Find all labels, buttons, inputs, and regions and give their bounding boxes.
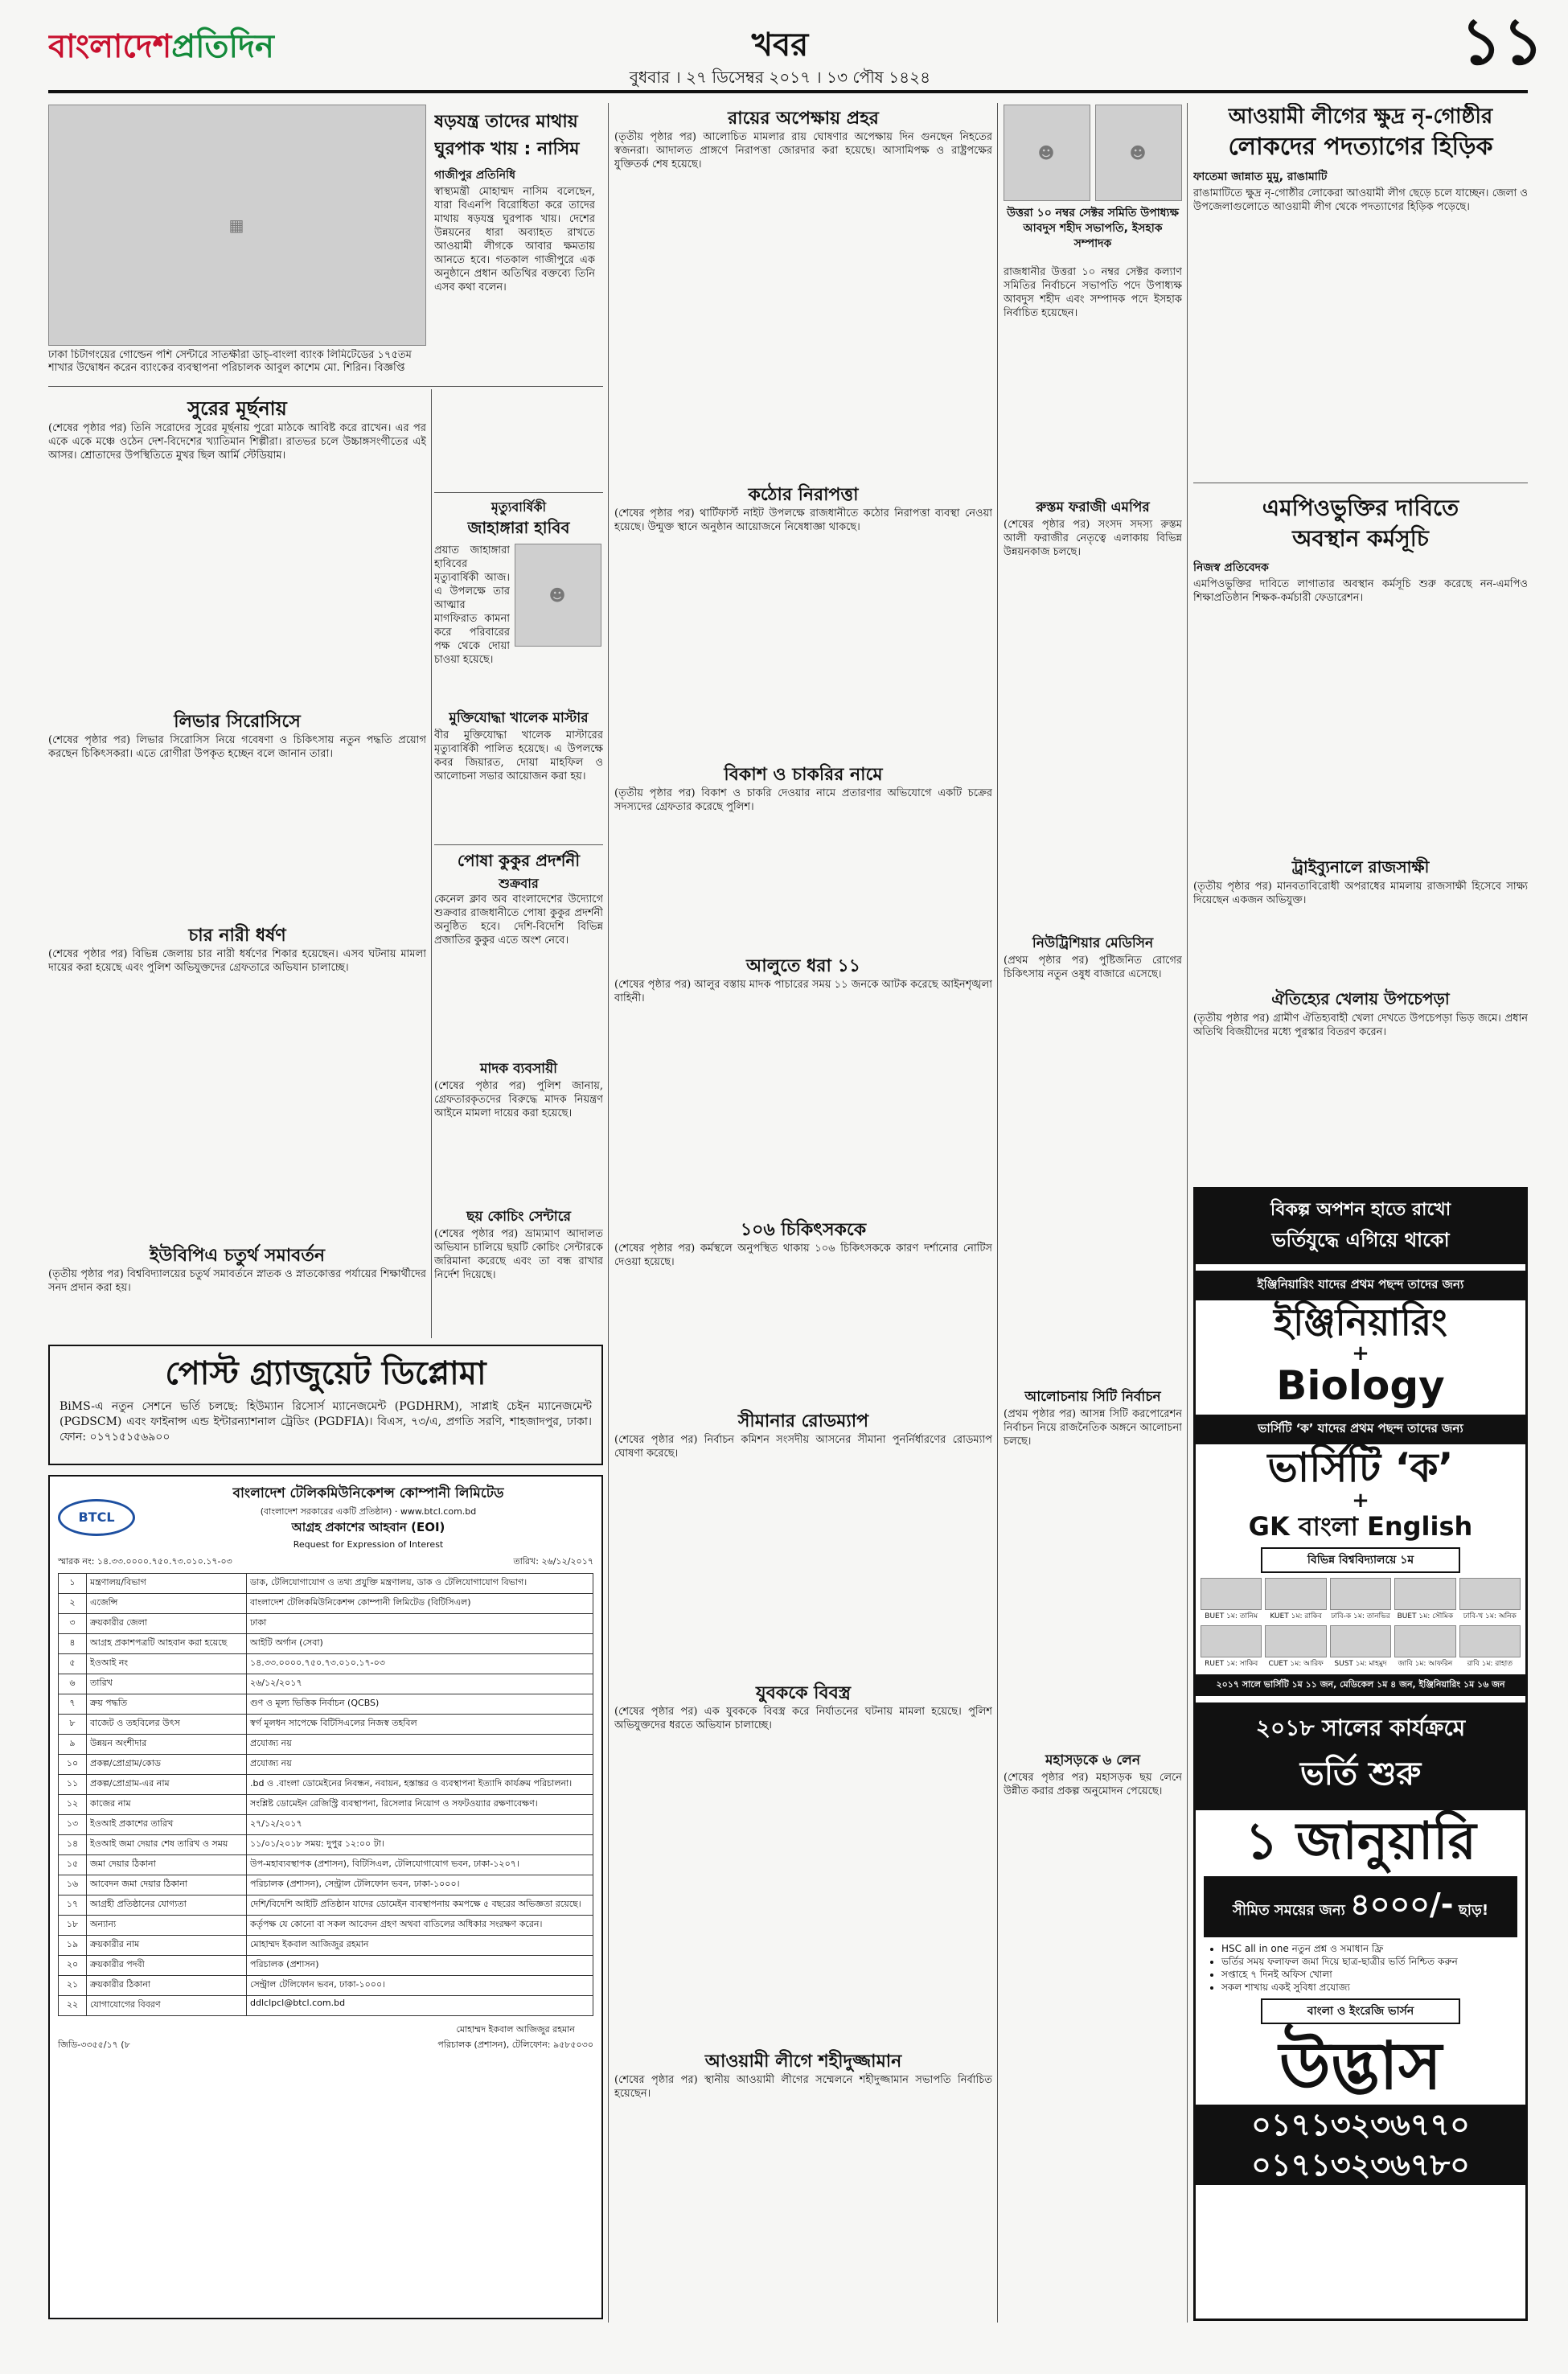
table-cell-no: ১০ [59, 1755, 87, 1775]
section-title: খবর [751, 27, 809, 64]
table-cell-no: ৪ [59, 1634, 87, 1654]
table-cell-v: উপ-মহাব্যবস্থাপক (প্রশাসন), বিটিসিএল, টেলিযোগাযোগ ভবন, ঢাকা-১২০৭। [247, 1855, 593, 1875]
topper-card [1394, 1578, 1455, 1622]
topper-card [1459, 1625, 1521, 1670]
ad-gk: GK বাংলা English [1248, 1511, 1473, 1542]
story-body: (শেষের পৃষ্ঠার পর) তিনি সরোদের সুরের মূর্ছনায় পুরো মাঠকে আবিষ্ট করে রাখেন। এর পর একে একে মঞ্চে ওঠেন দেশ-বিদেশের খ্যাতিমান শিল্পীরা। রাতভর চলে উচ্চাঙ্গসংগীতের এই আসর। শ্রোতাদের উপস্থিতিতে মুখর ছিল আর্মি স্টেডিয়াম। [48, 422, 426, 462]
topper-label: SUST ১ম: মাহমুদ [1334, 1660, 1387, 1668]
table-cell-v: ১৪.৩৩.০০০০.৭৫০.৭৩.০১০.১৭-০৩ [247, 1654, 593, 1674]
topper-card [1201, 1578, 1262, 1622]
table-cell-no: ১১ [59, 1775, 87, 1795]
topper-photo [1265, 1578, 1326, 1610]
story-headline: রায়ের অপেক্ষায় প্রহর [728, 109, 879, 129]
topper-label: RUET ১ম: সাকিব [1205, 1660, 1258, 1668]
table-cell-v: মোহাম্মদ ইকবাল আজিজুর রহমান [247, 1936, 593, 1956]
story-body: স্বাস্থ্যমন্ত্রী মোহাম্মদ নাসিম বলেছেন, যারা বিএনপি বিরোধিতা করে তাদের মাথায় ষড়যন্ত্র ঘুরপাক খায়। দেশের উন্নয়নের ধারা অব্যাহত রাখতে আওয়ামী লীগকে আবার ক্ষমতায় আনতে হবে। গতকাল গাজীপুরে এক অনুষ্ঠানে প্রধান অতিথির বক্তব্যে তিনি এসব কথা বলেন। [434, 186, 595, 294]
table-cell-v: ddlclpcl@btcl.com.bd [247, 1996, 593, 2016]
table-cell-k: জমা দেয়ার ঠিকানা [87, 1855, 247, 1875]
udbhash-ad [1193, 1187, 1528, 2321]
ad-admission: ভর্তি শুরু [1299, 1756, 1422, 1793]
obituary-heading: মৃত্যুবার্ষিকী [491, 499, 547, 515]
ad-tagline: বিকল্প অপশন হাতে রাখো [1270, 1200, 1451, 1220]
ad-for-varsity: ভার্সিটি ‘ক’ যাদের প্রথম পছন্দ তাদের জন্য [1196, 1415, 1525, 1444]
obituary-portrait: ☻ [515, 544, 601, 647]
topper-photo [1394, 1578, 1455, 1610]
table-cell-v: পরিচালক (প্রশাসন) [247, 1956, 593, 1976]
story-body: (শেষের পৃষ্ঠার পর) সংসদ সদস্য রুস্তম আলী ফরাজীর নেতৃত্বে এলাকায় বিভিন্ন উন্নয়নকাজ চলছে। [1004, 519, 1182, 558]
btcl-org: বাংলাদেশ টেলিকমিউনিকেশন্স কোম্পানী লিমিটেড [232, 1485, 504, 1501]
story-body: কেনেল ক্লাব অব বাংলাদেশের উদ্যোগে শুক্রবার রাজধানীতে পোষা কুকুর প্রদর্শনী অনুষ্ঠিত হবে। দেশি-বিদেশি বিভিন্ন প্রজাতির কুকুর এতে অংশ নেবে। [434, 893, 603, 947]
topper-photo [1201, 1625, 1262, 1657]
table-cell-no: ১৫ [59, 1855, 87, 1875]
table-row [59, 1614, 593, 1634]
btcl-date: তারিখ: ২৬/১২/২০১৭ [513, 1556, 593, 1567]
toppers-grid [1196, 1573, 1525, 1674]
story-body: (শেষের পৃষ্ঠার পর) লিভার সিরোসিস নিয়ে গবেষণা ও চিকিৎসায় নতুন পদ্ধতি প্রয়োগ করছেন চিকিৎসকরা। এতে রোগীরা উপকৃত হচ্ছেন বলে জানান তারা। [48, 734, 426, 760]
table-cell-no: ১৭ [59, 1896, 87, 1916]
logo-part1: বাংলাদেশ [48, 28, 172, 65]
ad-phone: ০১৭১৩২৩৬৭৮০ [1196, 2145, 1525, 2185]
table-cell-k: আগ্রহ প্রকাশপত্রটি আহবান করা হয়েছে [87, 1634, 247, 1654]
table-cell-no: ৫ [59, 1654, 87, 1674]
table-cell-no: ১৯ [59, 1936, 87, 1956]
table-row [59, 1996, 593, 2016]
story-body: (শেষের পৃষ্ঠার পর) বিভিন্ন জেলায় চার নারী ধর্ষণের শিকার হয়েছেন। এসব ঘটনায় মামলা দায়ের করা হয়েছে এবং পুলিশ অভিযুক্তদের গ্রেফতারে অভিযান চালাচ্ছে। [48, 948, 426, 974]
table-cell-v: বাংলাদেশ টেলিকমিউনিকেশন্স কোম্পানী লিমিটেড (বিটিসিএল) [247, 1594, 593, 1614]
lead-byline: ফাতেমা জান্নাত মুমু, রাঙামাটি [1193, 170, 1328, 183]
story-body: (তৃতীয় পৃষ্ঠার পর) মানবতাবিরোধী অপরাধের মামলায় রাজসাক্ষী হিসেবে সাক্ষ্য দিয়েছেন একজন অভিযুক্ত। [1193, 881, 1528, 906]
ad-first-label: বিভিন্ন বিশ্ববিদ্যালয়ে ১ম [1261, 1547, 1460, 1573]
story-subhead: শুক্রবার [499, 876, 539, 891]
story-body: (প্রথম পৃষ্ঠার পর) পুষ্টিজনিত রোগের চিকিৎসায় নতুন ওষুধ বাজারে এসেছে। [1004, 955, 1182, 980]
list-item: • সপ্তাহে ৭ দিনই অফিস খোলা [1221, 1968, 1514, 1981]
topper-photo [1265, 1625, 1326, 1657]
table-row [59, 1735, 593, 1755]
table-cell-v: ২৭/১২/২০১৭ [247, 1815, 593, 1835]
table-row [59, 1755, 593, 1775]
table-cell-no: ৮ [59, 1715, 87, 1735]
story-body: (তৃতীয় পৃষ্ঠার পর) বিকাশ ও চাকরি দেওয়ার নামে প্রতারণার অভিযোগে একটি চক্রের সদস্যদের গ্রেফতার করেছে পুলিশ। [614, 787, 992, 813]
table-cell-k: আবেদন জমা দেয়ার ঠিকানা [87, 1875, 247, 1896]
logo-part2: প্রতিদিন [171, 28, 274, 65]
table-row [59, 1815, 593, 1835]
topper-photo [1330, 1578, 1391, 1610]
story-headline: আওয়ামী লীগে শহীদুজ্জামান [704, 2052, 902, 2072]
story-body: বীর মুক্তিযোদ্ধা খালেক মাস্টারের মৃত্যুবার্ষিকী পালিত হয়েছে। এ উপলক্ষে কবর জিয়ারত, দোয়া মাহফিল ও আলোচনা সভার আয়োজন করা হয়। [434, 729, 603, 782]
btcl-code: জিডি-৩৩৫৫/১৭ (৮ [58, 2039, 130, 2050]
topper-label: BUET ১ম: তানিম [1205, 1612, 1258, 1620]
story-body: (শেষের পৃষ্ঠার পর) স্থানীয় আওয়ামী লীগের সম্মেলনে শহীদুজ্জামান সভাপতি নির্বাচিত হয়েছেন। [614, 2074, 992, 2100]
table-row [59, 1694, 593, 1715]
photo-placeholder: ▦ [228, 216, 246, 235]
table-row [59, 1936, 593, 1956]
table-cell-k: যোগাযোগের বিবরণ [87, 1996, 247, 2016]
table-cell-k: তারিখ [87, 1674, 247, 1694]
table-cell-k: ক্রয়কারীর জেলা [87, 1614, 247, 1634]
btcl-table [58, 1573, 593, 2016]
story-headline: অবস্থান কর্মসূচি [1292, 525, 1429, 552]
table-cell-k: ইওআই প্রকাশের তারিখ [87, 1815, 247, 1835]
table-row [59, 1674, 593, 1694]
table-cell-v: পরিচালক (প্রশাসন), সেন্ট্রাল টেলিফোন ভবন, ঢাকা-১০০০। [247, 1875, 593, 1896]
table-cell-k: বাজেট ও তহবিলের উৎস [87, 1715, 247, 1735]
table-row [59, 1795, 593, 1815]
table-cell-no: ১৮ [59, 1916, 87, 1936]
story-headline: বিকাশ ও চাকরির নামে [724, 765, 883, 785]
table-cell-v: ঢাকা [247, 1614, 593, 1634]
topper-photo [1459, 1625, 1521, 1657]
table-row [59, 1896, 593, 1916]
event-photo [48, 105, 426, 346]
table-cell-no: ৯ [59, 1735, 87, 1755]
topper-label: KUET ১ম: রাকিব [1270, 1612, 1322, 1620]
table-cell-no: ৭ [59, 1694, 87, 1715]
table-cell-no: ৬ [59, 1674, 87, 1694]
postgrad-title: পোস্ট গ্র্যাজুয়েট ডিপ্লোমা [165, 1355, 486, 1392]
table-cell-k: অন্যান্য [87, 1916, 247, 1936]
table-row [59, 1875, 593, 1896]
story-headline: ষড়যন্ত্র তাদের মাথায় [434, 112, 578, 132]
story-body: (তৃতীয় পৃষ্ঠার পর) আলোচিত মামলার রায় ঘোষণার অপেক্ষায় দিন গুনছেন নিহতের স্বজনরা। আদালত প্রাঙ্গণে নিরাপত্তা জোরদার করা হয়েছে। আসামিপক্ষ ও রাষ্ট্রপক্ষের যুক্তিতর্ক শেষ হয়েছে। [614, 131, 992, 170]
ad-version: বাংলা ও ইংরেজি ভার্সন [1261, 1998, 1460, 2024]
story-body: (শেষের পৃষ্ঠার পর) থার্টিফার্স্ট নাইট উপলক্ষে রাজধানীতে কঠোর নিরাপত্তা ব্যবস্থা নেওয়া হয়েছে। উন্মুক্ত স্থানে অনুষ্ঠান আয়োজনে নিষেধাজ্ঞা থাকছে। [614, 507, 992, 533]
table-cell-no: ১২ [59, 1795, 87, 1815]
story-byline: গাজীপুর প্রতিনিধি [434, 169, 516, 182]
table-cell-no: ২০ [59, 1956, 87, 1976]
ad-varsity: ভার্সিটি ‘ক’ [1267, 1444, 1454, 1491]
topper-card [1459, 1578, 1521, 1622]
table-cell-no: ২১ [59, 1976, 87, 1996]
story-headline: সুরের মূর্ছনায় [187, 397, 287, 420]
story-body: (শেষের পৃষ্ঠার পর) নির্বাচন কমিশন সংসদীয় আসনের সীমানা পুনর্নির্ধারণের রোডম্যাপ ঘোষণা করেছে। [614, 1434, 992, 1460]
story-headline: এমপিওভুক্তির দাবিতে [1262, 495, 1459, 521]
topper-label: CUET ১ম: আরিফ [1268, 1660, 1324, 1668]
table-cell-k: আগ্রহী প্রতিষ্ঠানের যোগ্যতা [87, 1896, 247, 1916]
story-body: (তৃতীয় পৃষ্ঠার পর) গ্রামীণ ঐতিহ্যবাহী খেলা দেখতে উপচেপড়া ভিড় জমে। প্রধান অতিথি বিজয়ীদের মধ্যে পুরস্কার বিতরণ করেন। [1193, 1012, 1528, 1038]
ad-ribbon: ২০১৭ সালে ভার্সিটি ১ম ১১ জন, মেডিকেল ১ম ৪ জন, ইঞ্জিনিয়ারিং ১ম ১৬ জন [1196, 1674, 1525, 1696]
story-headline: মুক্তিযোদ্ধা খালেক মাস্টার [449, 710, 589, 726]
story-headline: চার নারী ধর্ষণ [188, 926, 286, 946]
btcl-signature: মোহাম্মদ ইকবাল আজিজুর রহমান [456, 2024, 575, 2035]
obituary-body: প্রয়াত জাহাঙ্গারা হাবিবের মৃত্যুবার্ষিকী আজ। এ উপলক্ষে তার আত্মার মাগফিরাত কামনা করে পরিবারের পক্ষ থেকে দোয়া চাওয়া হয়েছে। [434, 544, 510, 666]
table-cell-k: ক্রয় পদ্ধতি [87, 1694, 247, 1715]
list-item: • HSC all in one নতুন প্রশ্ন ও সমাধান ফ্রি [1221, 1942, 1514, 1955]
table-row [59, 1916, 593, 1936]
story-body: (শেষের পৃষ্ঠার পর) আলুর বস্তায় মাদক পাচারের সময় ১১ জনকে আটক করেছে আইনশৃঙ্খলা বাহিনী। [614, 979, 992, 1004]
ad-year-line: ২০১৮ সালের কার্যক্রমে [1255, 1715, 1466, 1741]
table-row [59, 1956, 593, 1976]
story-headline: ছয় কোচিং সেন্টারে [466, 1209, 571, 1225]
topper-card [1394, 1625, 1455, 1670]
btcl-memo: স্মারক নং: ১৪.৩৩.০০০০.৭৫০.৭৩.০১০.১৭-০৩ [58, 1556, 232, 1567]
btcl-sub: (বাংলাদেশ সরকারের একটি প্রতিষ্ঠান) · www.btcl.com.bd [260, 1506, 477, 1517]
story-headline: যুবককে বিবস্ত্র [755, 1683, 852, 1703]
table-cell-v: আইটি অর্গান (সেবা) [247, 1634, 593, 1654]
ad-discount: সীমিত সময়ের জন্য ৪০০০/- ছাড়! [1204, 1876, 1517, 1937]
story-headline: কঠোর নিরাপত্তা [748, 485, 859, 505]
btcl-signature-role: পরিচালক (প্রশাসন), টেলিফোন: ৯৫৮৫০৩০ [437, 2039, 593, 2050]
ad-tagline: ভর্তিযুদ্ধে এগিয়ে থাকো [1271, 1229, 1450, 1251]
ad-brand: উদ্ভাস [1279, 2028, 1443, 2105]
topper-label: BUET ১ম: সৌমিক [1397, 1612, 1454, 1620]
masthead-rule [48, 90, 1528, 93]
ad-engineering: ইঞ্জিনিয়ারিং [1274, 1300, 1447, 1344]
topper-photo [1459, 1578, 1521, 1610]
profile-photo: ☻ [1095, 105, 1182, 201]
story-headline: সীমানার রোডম্যাপ [737, 1411, 869, 1431]
table-cell-v: .bd ও .বাংলা ডোমেইনের নিবন্ধন, নবায়ন, হস্তান্তর ও ব্যবস্থাপনা ইত্যাদি কার্যক্রম পরিচালনা। [247, 1775, 593, 1795]
table-row [59, 1594, 593, 1614]
story-headline: আলুতে ধরা ১১ [745, 956, 861, 976]
topper-card [1330, 1625, 1391, 1670]
story-headline: ট্রাইব্যুনালে রাজসাক্ষী [1291, 857, 1430, 877]
ad-for-engineering: ইঞ্জিনিয়ারিং যাদের প্রথম পছন্দ তাদের জন্য [1196, 1271, 1525, 1300]
story-headline: মহাসড়কে ৬ লেন [1045, 1752, 1140, 1768]
topper-card [1201, 1625, 1262, 1670]
table-cell-k: মন্ত্রণালয়/বিভাগ [87, 1574, 247, 1594]
topper-photo [1394, 1625, 1455, 1657]
table-cell-v: গুণ ও মূল্য ভিত্তিক নির্বাচন (QCBS) [247, 1694, 593, 1715]
table-cell-v: সেন্ট্রাল টেলিফোন ভবন, ঢাকা-১০০০। [247, 1976, 593, 1996]
topper-card [1330, 1578, 1391, 1622]
topper-label: রাবি ১ম: রাহাত [1467, 1660, 1513, 1668]
story-headline: পোষা কুকুর প্রদর্শনী [457, 851, 581, 870]
page-number: ১১ [1460, 10, 1544, 74]
table-row [59, 1654, 593, 1674]
table-row [59, 1835, 593, 1855]
table-cell-k: ইওআই নং [87, 1654, 247, 1674]
table-row [59, 1976, 593, 1996]
table-cell-no: ১ [59, 1574, 87, 1594]
table-cell-v: প্রযোজ্য নয় [247, 1755, 593, 1775]
topper-photo [1330, 1625, 1391, 1657]
table-cell-k: ক্রয়কারীর পদবী [87, 1956, 247, 1976]
btcl-logo: BTCL [58, 1499, 135, 1536]
postgrad-ad [48, 1345, 603, 1465]
table-cell-no: ১৪ [59, 1835, 87, 1855]
dateline: বুধবার । ২৭ ডিসেম্বর ২০১৭ । ১৩ পৌষ ১৪২৪ [629, 68, 931, 87]
table-cell-k: কাজের নাম [87, 1795, 247, 1815]
table-cell-k: ক্রয়কারীর ঠিকানা [87, 1976, 247, 1996]
ad-date-big: ১ জানুয়ারি [1245, 1812, 1476, 1871]
lead-headline: আওয়ামী লীগের ক্ষুদ্র নৃ-গোষ্ঠীর [1228, 105, 1493, 129]
table-cell-no: ২২ [59, 1996, 87, 2016]
table-cell-k: উন্নয়ন অংশীদার [87, 1735, 247, 1755]
list-item: • সকল শাখায় একই সুবিধা প্রযোজ্য [1221, 1981, 1514, 1994]
lead-headline: লোকদের পদত্যাগের হিড়িক [1228, 133, 1493, 161]
story-headline: ঘুরপাক খায় : নাসিম [434, 139, 580, 159]
story-body: (শেষের পৃষ্ঠার পর) কর্মস্থলে অনুপস্থিত থাকায় ১০৬ চিকিৎসককে কারণ দর্শানোর নোটিস দেওয়া হয়েছে। [614, 1242, 992, 1268]
table-cell-no: ৩ [59, 1614, 87, 1634]
table-cell-k: ইওআই জমা দেয়ার শেষ তারিখ ও সময় [87, 1835, 247, 1855]
story-body: এমপিওভুক্তির দাবিতে লাগাতার অবস্থান কর্মসূচি শুরু করেছে নন-এমপিও শিক্ষাপ্রতিষ্ঠান শিক্ষক-কর্মচারী ফেডারেশন। [1193, 578, 1528, 604]
photo-caption: ঢাকা চিটাগংয়ের গোল্ডেন পশি সেন্টারে সাতক্ষীরা ডাচ্‌-বাংলা ব্যাংক লিমিটেডের ১৭৫তম শাখার উদ্বোধন করেন ব্যাংকের ব্যবস্থাপনা পরিচালক আবুল কাশেম মো. শিরিন। বিজ্ঞপ্তি [48, 349, 412, 374]
list-item: • ভর্তির সময় ফলাফল জমা দিয়ে ছাত্র-ছাত্রীর ভর্তি নিশ্চিত করুন [1221, 1955, 1514, 1968]
table-cell-v: ডাক, টেলিযোগাযোগ ও তথ্য প্রযুক্তি মন্ত্রণালয়, ডাক ও টেলিযোগাযোগ বিভাগ। [247, 1574, 593, 1594]
table-cell-no: ১৩ [59, 1815, 87, 1835]
story-byline: নিজস্ব প্রতিবেদক [1193, 561, 1269, 574]
btcl-notice [48, 1475, 603, 2319]
table-cell-no: ১৬ [59, 1875, 87, 1896]
topper-label: ঢাবি-ক ১ম: তানভির [1331, 1612, 1390, 1620]
table-cell-v: সংশ্লিষ্ট ডোমেইন রেজিস্ট্রি ব্যবস্থাপনা, রিসেলার নিয়োগ ও সফটওয়্যার রক্ষণাবেক্ষণ। [247, 1795, 593, 1815]
topper-label: ঢাবি-খ ১ম: অনিক [1463, 1612, 1517, 1620]
story-headline: আলোচনায় সিটি নির্বাচন [1024, 1389, 1161, 1405]
table-cell-v: দেশি/বিদেশি আইটি প্রতিষ্ঠান যাদের ডোমেইন ব্যবস্থাপনায় কমপক্ষে ৫ বছরের অভিজ্ঞতা রয়েছে। [247, 1896, 593, 1916]
table-cell-v: প্রযোজ্য নয় [247, 1735, 593, 1755]
table-cell-v: স্বর্গ মূলধন সাপেক্ষে বিটিসিএলের নিজস্ব তহবিল [247, 1715, 593, 1735]
topper-card [1265, 1625, 1326, 1670]
ad-plus: + [1352, 1341, 1369, 1366]
table-row [59, 1634, 593, 1654]
ad-plus: + [1352, 1489, 1369, 1513]
postgrad-body: BiMS-এ নতুন সেশনে ভর্তি চলছে: হিউম্যান রিসোর্স ম্যানেজমেন্ট (PGDHRM), সাপ্লাই চেইন ম্যানেজমেন্ট (PGDSCM) এবং ফাইনান্স এন্ড ইন্টারন্যাশনাল ট্রেডিং (PGDFIA)। বিএস, ৭৩/এ, প্রগতি সরণি, শাহজাদপুর, ঢাকা। ফোন: ০১৭১৫১৫৬৯০০ [60, 1400, 592, 1444]
newspaper-logo [48, 21, 314, 66]
story-body: (প্রথম পৃষ্ঠার পর) আসন্ন সিটি করপোরেশন নির্বাচন নিয়ে রাজনৈতিক অঙ্গনে আলোচনা চলছে। [1004, 1408, 1182, 1448]
topper-card [1265, 1578, 1326, 1622]
story-headline: নিউট্রিশিয়ার মেডিসিন [1032, 935, 1154, 951]
story-headline: ঐতিহ্যের খেলায় উপচেপড়া [1271, 989, 1450, 1008]
table-cell-v: কর্তৃপক্ষ যে কোনো বা সকল আবেদন গ্রহণ অথবা বাতিলের অধিকার সংরক্ষণ করেন। [247, 1916, 593, 1936]
topper-photo [1201, 1578, 1262, 1610]
story-body: (শেষের পৃষ্ঠার পর) মহাসড়ক ছয় লেনে উন্নীত করার প্রকল্প অনুমোদন পেয়েছে। [1004, 1772, 1182, 1797]
story-headline: ইউবিপিএ চতুর্থ সমাবর্তন [149, 1246, 326, 1266]
story-headline: ১০৬ চিকিৎসককে [740, 1220, 867, 1240]
story-body: (শেষের পৃষ্ঠার পর) পুলিশ জানায়, গ্রেফতারকৃতদের বিরুদ্ধে মাদক নিয়ন্ত্রণ আইনে মামলা দায়ের করা হয়েছে। [434, 1080, 603, 1119]
table-cell-v: ২৬/১২/২০১৭ [247, 1674, 593, 1694]
lead-body: রাঙামাটিতে ক্ষুদ্র নৃ-গোষ্ঠীর লোকেরা আওয়ামী লীগ ছেড়ে চলে যাচ্ছেন। জেলা ও উপজেলাগুলোতে আওয়ামী লীগ থেকে পদত্যাগের হিড়িক পড়েছে। [1193, 187, 1528, 213]
topper-label: জাবি ১ম: আফরিন [1398, 1660, 1453, 1668]
story-body: রাজধানীর উত্তরা ১০ নম্বর সেক্টর কল্যাণ সমিতির নির্বাচনে সভাপতি পদে উপাধ্যক্ষ আবদুস শহীদ এবং সম্পাদক পদে ইসহাক নির্বাচিত হয়েছেন। [1004, 266, 1182, 319]
btcl-title-en: Request for Expression of Interest [293, 1539, 444, 1550]
obituary-name: জাহাঙ্গারা হাবিব [467, 518, 570, 537]
ad-notes [1207, 1942, 1514, 1994]
table-cell-k: প্রকল্প/প্রোগ্রাম-এর নাম [87, 1775, 247, 1795]
table-cell-k: প্রকল্প/প্রোগ্রাম/কোড [87, 1755, 247, 1775]
table-cell-k: এজেন্সি [87, 1594, 247, 1614]
story-headline: লিভার সিরোসিসে [174, 712, 301, 732]
table-row [59, 1775, 593, 1795]
table-row [59, 1715, 593, 1735]
story-headline: মাদক ব্যবসায়ী [479, 1061, 557, 1077]
profile-photo: ☻ [1004, 105, 1090, 201]
table-cell-k: ক্রয়কারীর নাম [87, 1936, 247, 1956]
btcl-title: আগ্রহ প্রকাশের আহবান (EOI) [291, 1520, 445, 1534]
table-cell-no: ২ [59, 1594, 87, 1614]
story-body: (শেষের পৃষ্ঠার পর) এক যুবককে বিবস্ত্র করে নির্যাতনের ঘটনায় মামলা হয়েছে। পুলিশ অভিযুক্তদের ধরতে অভিযান চালাচ্ছে। [614, 1706, 992, 1731]
story-body: (তৃতীয় পৃষ্ঠার পর) বিশ্ববিদ্যালয়ের চতুর্থ সমাবর্তনে স্নাতক ও স্নাতকোত্তর পর্যায়ের শিক্ষার্থীদের সনদ প্রদান করা হয়। [48, 1268, 426, 1294]
ad-phone: ০১৭১৩২৩৬৭৭০ [1196, 2105, 1525, 2145]
story-headline: রুস্তম ফরাজী এমপির [1036, 499, 1150, 515]
profile-caption: উত্তরা ১০ নম্বর সেক্টর সমিতি উপাধ্যক্ষ আবদুস শহীদ সভাপতি, ইসহাক সম্পাদক [1007, 207, 1179, 250]
table-row [59, 1855, 593, 1875]
table-cell-v: ১১/০১/২০১৮ সময়: দুপুর ১২:০০ টা। [247, 1835, 593, 1855]
ad-biology: Biology [1276, 1362, 1445, 1409]
story-body: (শেষের পৃষ্ঠার পর) ভ্রাম্যমাণ আদালত অভিযান চালিয়ে ছয়টি কোচিং সেন্টারকে জরিমানা করেছে এবং তা বন্ধ রাখার নির্দেশ দিয়েছে। [434, 1228, 603, 1281]
table-row [59, 1574, 593, 1594]
